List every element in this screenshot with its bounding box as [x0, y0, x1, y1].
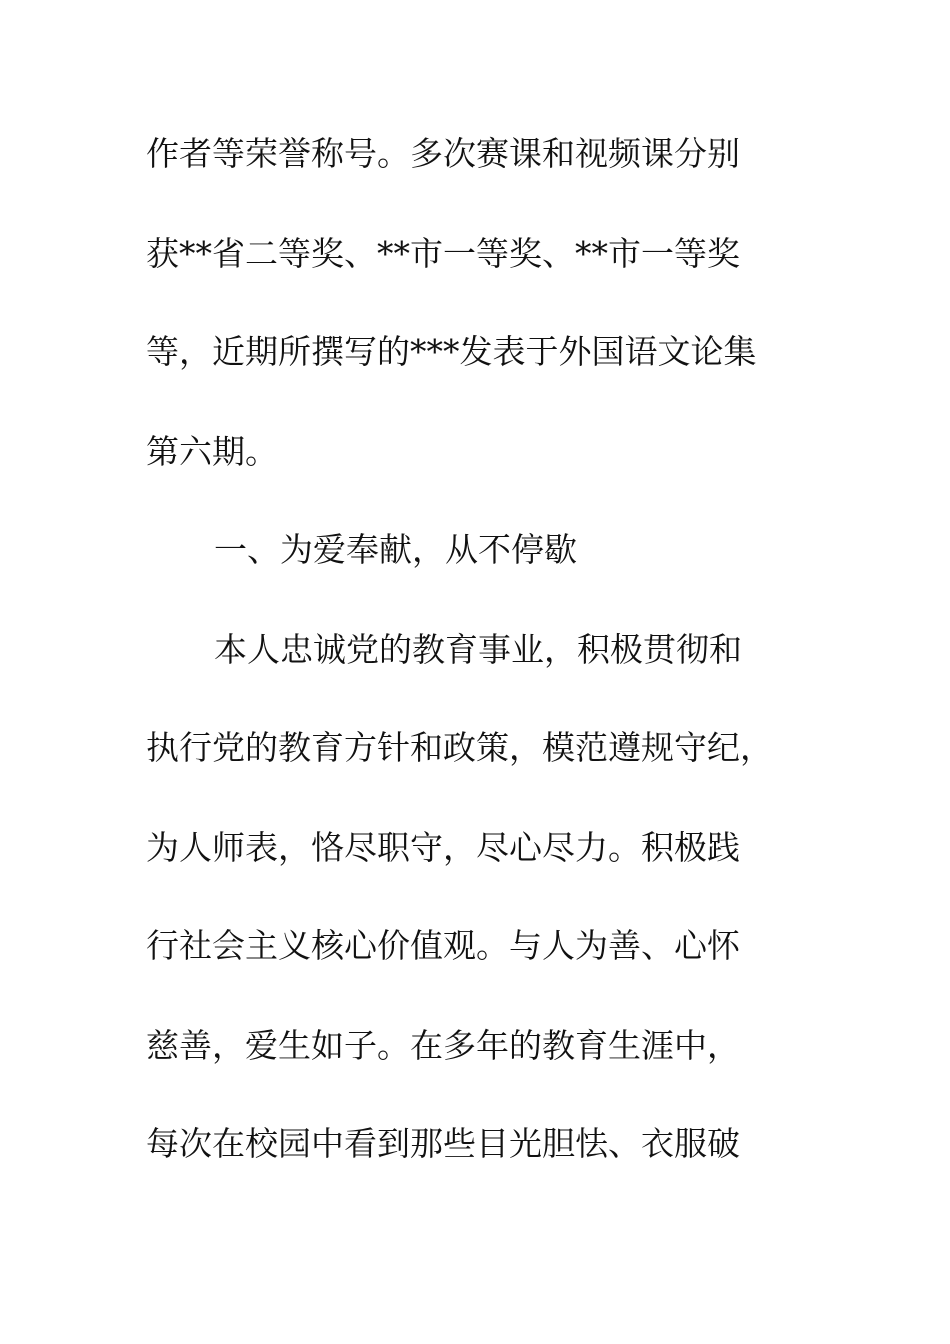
text-line: 等，近期所撰写的***发表于外国语文论集	[146, 332, 757, 371]
text-line: 每次在校园中看到那些目光胆怯、衣服破	[146, 1124, 740, 1163]
paragraph-first-line: 本人忠诚党的教育事业，积极贯彻和	[214, 630, 742, 669]
text-line: 作者等荣誉称号。多次赛课和视频课分别	[146, 134, 740, 173]
text-line: 行社会主义核心价值观。与人为善、心怀	[146, 926, 740, 965]
text-line: 为人师表，恪尽职守，尽心尽力。积极践	[146, 828, 740, 867]
text-line: 执行党的教育方针和政策，模范遵规守纪，	[146, 728, 773, 767]
text-line: 慈善，爱生如子。在多年的教育生涯中，	[146, 1026, 740, 1065]
section-heading: 一、为爱奉献，从不停歇	[214, 530, 577, 569]
text-line: 第六期。	[146, 432, 278, 471]
text-line: 获**省二等奖、**市一等奖、**市一等奖	[146, 234, 740, 273]
